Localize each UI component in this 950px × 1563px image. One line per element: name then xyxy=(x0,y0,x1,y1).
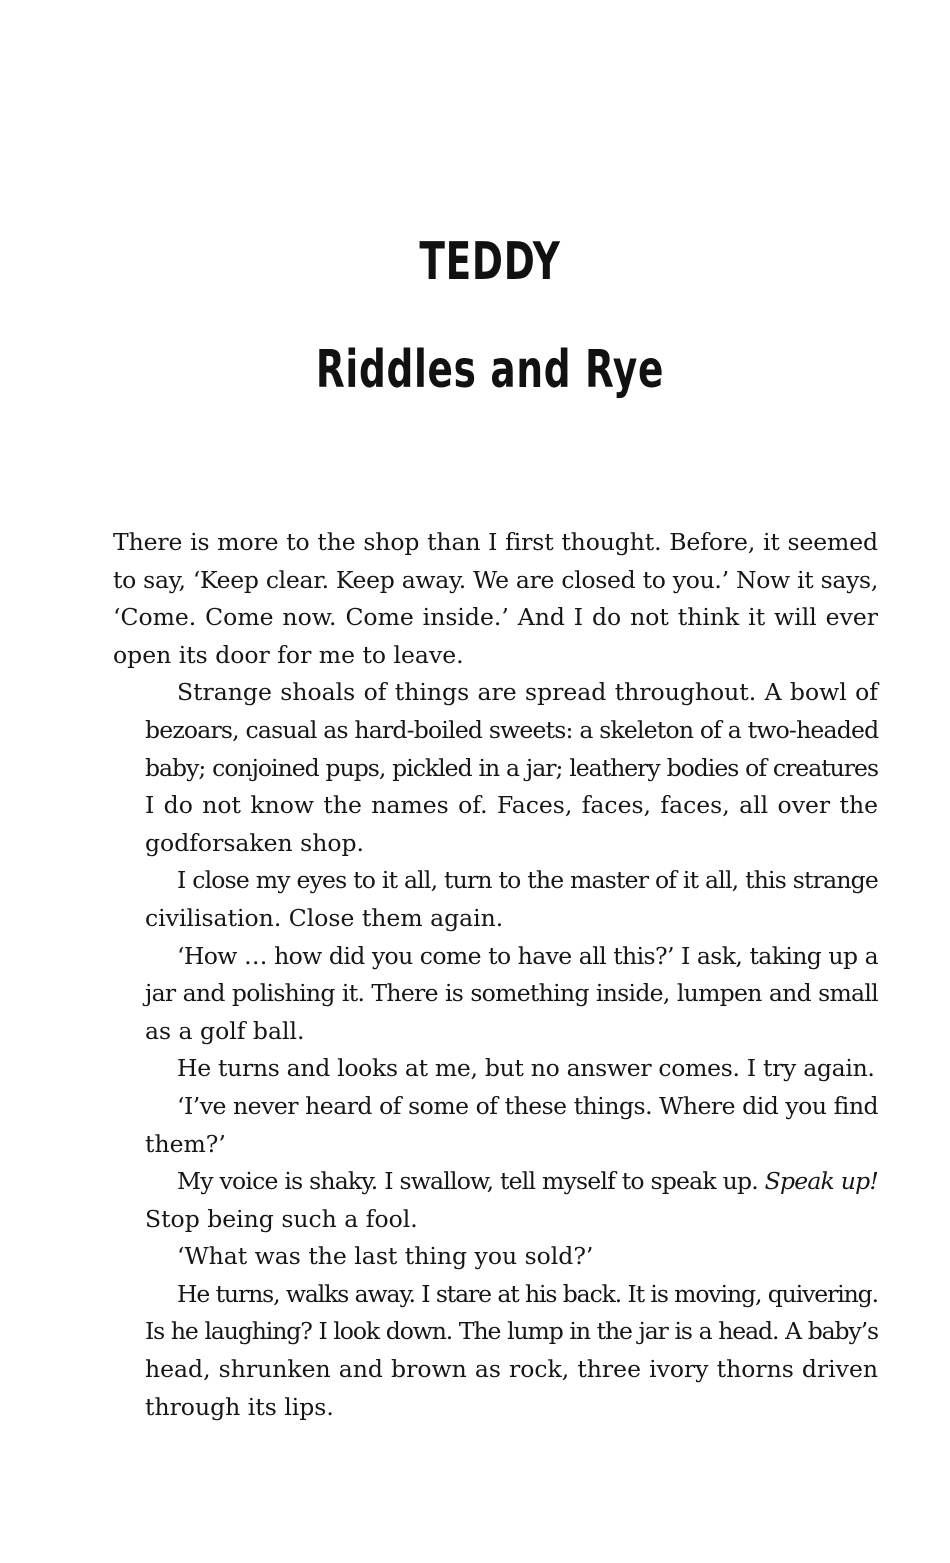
text-line: Strange shoals of things are spread throughout. A bowl of xyxy=(177,678,878,707)
text-line: them?’ xyxy=(145,1129,226,1158)
text-line: I do not know the names of. Faces, faces, faces, all over the xyxy=(145,791,878,820)
paragraph xyxy=(113,862,878,937)
paragraph xyxy=(113,1050,878,1088)
paragraph xyxy=(113,524,878,674)
text-line: ‘Come. Come now. Come inside.’ And I do not think it will ever xyxy=(113,603,878,632)
text-line: through its lips. xyxy=(145,1392,334,1421)
paragraph xyxy=(113,1088,878,1163)
text-line: He turns, walks away. I stare at his back. It is moving, quivering. xyxy=(177,1279,878,1308)
text-line: He turns and looks at me, but no answer comes. I try again. xyxy=(177,1054,875,1083)
italic-text-run: Speak up! xyxy=(764,1167,878,1196)
text-line: jar and polishing it. There is something inside, lumpen and small xyxy=(145,979,878,1008)
text-line: godforsaken shop. xyxy=(145,828,364,857)
paragraph xyxy=(113,1238,878,1276)
text-line: Is he laughing? I look down. The lump in the jar is a head. A baby’s xyxy=(145,1317,878,1346)
text-line: to say, ‘Keep clear. Keep away. We are closed to you.’ Now it says, xyxy=(113,565,878,594)
chapter-subtitle: Riddles and Rye xyxy=(315,340,665,400)
paragraph xyxy=(113,938,878,1051)
paragraph xyxy=(113,1163,878,1238)
paragraph xyxy=(113,1276,878,1426)
text-line: ‘How … how did you come to have all this?’ I ask, taking up a xyxy=(177,941,878,970)
text-line: civilisation. Close them again. xyxy=(145,903,504,932)
text-line: ‘I’ve never heard of some of these things. Where did you find xyxy=(177,1091,878,1120)
text-line: Stop being such a fool. xyxy=(145,1204,418,1233)
text-line: head, shrunken and brown as rock, three ivory thorns driven xyxy=(145,1355,878,1384)
text-run: My voice is shaky. I swallow, tell myself to speak up. xyxy=(177,1167,765,1196)
chapter-body xyxy=(113,524,878,1426)
text-line: ‘What was the last thing you sold?’ xyxy=(177,1242,594,1271)
chapter-name: TEDDY xyxy=(419,232,561,292)
paragraph xyxy=(113,674,878,862)
text-line: I close my eyes to it all, turn to the master of it all, this strange xyxy=(177,866,878,895)
text-line: baby; conjoined pups, pickled in a jar; leathery bodies of creatures xyxy=(145,753,878,782)
text-line: There is more to the shop than I first thought. Before, it seemed xyxy=(113,528,878,556)
text-line: as a golf ball. xyxy=(145,1016,305,1045)
text-line: bezoars, casual as hard-boiled sweets: a skeleton of a two-headed xyxy=(145,715,879,744)
text-line: open its door for me to leave. xyxy=(113,640,464,669)
text-line xyxy=(113,1163,878,1201)
